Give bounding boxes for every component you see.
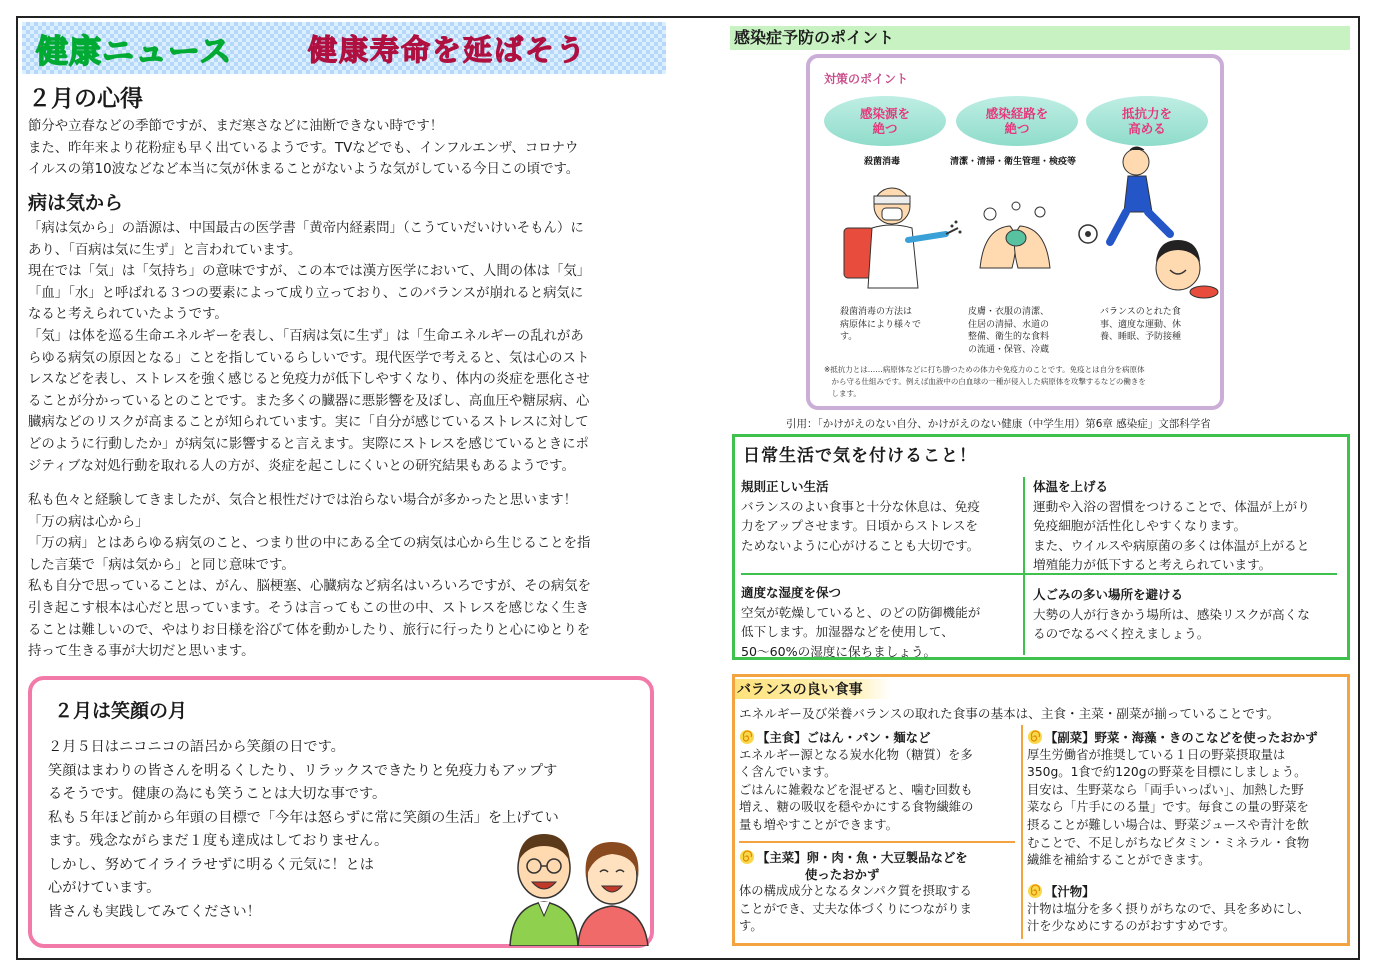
text-line: 力をアップさせます。日頃からストレスを	[741, 518, 979, 533]
smile-heading: ２月は笑顔の月	[50, 694, 193, 725]
food-side-dish	[1027, 729, 1318, 870]
food-item-title: 【副菜】野菜・海藻・きのこなどを使ったおかず	[1045, 730, 1318, 745]
spiral-icon	[739, 849, 755, 865]
text-line: しかし、努めてイライラせずに明るく元気に！とは	[48, 856, 374, 873]
tip-title: 規則正しい生活	[741, 479, 829, 494]
text-line: レスなどを表し、ストレスを強く感じると免疫力が低下しやすくなり、体内の炎症を悪化させ	[28, 372, 590, 388]
food-item-title-line1: 【主菜】卵・肉・魚・大豆製品などを	[757, 850, 968, 865]
illness-paragraph-1	[28, 218, 668, 477]
text-line: す。	[739, 919, 763, 934]
text-line: 増殖能力が低下すると考えられています。	[1033, 557, 1272, 572]
tip-title: 人ごみの多い場所を避ける	[1033, 587, 1184, 602]
food-staple	[739, 729, 973, 835]
tip-avoid-crowds	[1033, 585, 1310, 644]
text-line: あり、「百病は気に生ず」と言われています。	[28, 242, 302, 258]
divider	[739, 841, 1015, 843]
point-resistance-bubble	[1086, 96, 1208, 146]
text-line: 免疫細胞が活性化しやすくなります。	[1033, 518, 1247, 533]
text-line: 私も色々と経験してきましたが、気合と根性だけでは治らない場合が多かったと思います！	[28, 493, 578, 508]
text-line: 汁物は塩分を多く摂りがちなので、具を多めにし、	[1027, 901, 1310, 916]
text-line: 増え、糖の吸収を穏やかにする食物繊維の	[739, 800, 974, 815]
spiral-icon	[739, 729, 755, 745]
text-line: 節分や立春などの季節ですが、まだ寒さなどに油断できない時です！	[28, 119, 444, 134]
point-source-bubble	[824, 96, 946, 146]
text-line: ることが分かっているとのことです。また多くの臓器に悪影響を及ぼし、高血圧や糖尿病、心	[28, 393, 590, 409]
text-line: らゆる病気の原因となる」ことを指しているらしいです。現代医学で考えると、気は心のスト	[28, 350, 590, 366]
text-line: なると考えられていたようです。	[28, 307, 228, 323]
spiral-icon	[1027, 729, 1043, 745]
text-line: 「血」「水」と呼ばれる３つの要素によって成り立っており、このバランスが崩れると病気に	[28, 285, 584, 301]
text-line: 持って生きる事が大切だと思います。	[28, 644, 255, 660]
food-heading: バランスの良い食事	[735, 679, 891, 699]
disinfecting-person-illustration	[834, 178, 964, 298]
daily-life-box	[732, 434, 1350, 660]
divider	[1021, 725, 1023, 939]
february-heading: ２月の心得	[28, 86, 143, 112]
point-description: バランスのとれた食 事、適度な運動、休 養、睡眠、予防接種	[1100, 307, 1182, 342]
text-line: 汁を少なめにするのがおすすめです。	[1027, 919, 1236, 934]
tip-body-temperature	[1033, 477, 1310, 575]
text-line: 臓病などのリスクが高まることが知られています。実に「自分が感じているストレスに対して	[28, 415, 589, 431]
point-description: 皮膚・衣服の清潔、 住居の清掃、水道の 整備、衛生的な食料 の流通・保管、冷蔵	[968, 307, 1050, 355]
text-line: 目安は、生野菜なら「両手いっぱい」、加熱した野	[1027, 782, 1304, 797]
prevention-measures-panel	[806, 54, 1224, 410]
point-label: 殺菌消毒	[864, 157, 901, 167]
february-paragraph	[28, 116, 668, 181]
text-line: むことで、不足しがちなビタミン・ミネラル・食物	[1027, 835, 1310, 850]
citation: 引用：「かけがえのない自分、かけがえのない健康（中学生用）第6章 感染症」文部科学省	[786, 418, 1211, 430]
food-item-title-row	[1027, 729, 1318, 747]
text-line: した言葉で「病は気から」と同じ意味です。	[28, 557, 295, 573]
food-intro: エネルギー及び栄養バランスの取れた食事の基本は、主食・主菜・副菜が揃っていることです。	[739, 706, 1280, 721]
divider	[1023, 477, 1025, 655]
text-line: 大勢の人が行きかう場所は、感染リスクが高くな	[1033, 606, 1310, 622]
spiral-icon	[1027, 883, 1043, 899]
text-line: また、ウイルスや病原菌の多くは体温が上がると	[1033, 537, 1310, 553]
text-line: 引き起こす根本は心だと思っています。そうは言ってもこの世の中、ストレスを感じなく生き	[28, 600, 589, 616]
text-line: また、昨年来より花粉症も早く出ているようです。TVなどでも、インフルエンザ、コロナウ	[28, 140, 579, 156]
text-line: 50〜60%の湿度に保ちましょう。	[741, 643, 937, 659]
smile-paragraph	[48, 736, 559, 924]
food-item-title-row	[739, 729, 973, 747]
text-line: 心がけています。	[48, 880, 161, 896]
food-item-title: 【汁物】	[1045, 884, 1095, 899]
text-line: 低下します。加湿器などを使用して、	[741, 624, 954, 639]
text-line: バランスのよい食事と十分な休息は、免疫	[741, 498, 980, 514]
food-soup	[1027, 883, 1310, 936]
panel-title: 対策のポイント	[824, 72, 909, 86]
text-line: 菜なら「片手にのる量」です。毎食この量の野菜を	[1027, 800, 1309, 815]
food-item-title: 【主食】ごはん・パン・麺など	[757, 730, 931, 745]
text-line: 量も増やすことができます。	[739, 817, 898, 832]
text-line: 現在では「気」は「気持ち」の意味ですが、この本では漢方医学において、人間の体は「気」	[28, 264, 591, 280]
news-banner	[22, 22, 666, 74]
text-line: ２月５日はニコニコの語呂から笑顔の日です。	[48, 739, 345, 755]
tip-title: 適度な湿度を保つ	[741, 585, 842, 600]
point-title: 感染経路を 絶つ	[985, 106, 1049, 136]
text-line: 「病は気から」の語源は、中国最古の医学書「黄帝内経素問」（こうていだいけいそもん）に	[28, 221, 584, 236]
text-line: 「万の病は心から」	[28, 514, 149, 530]
text-line: 「万の病」とはあらゆる病気のこと、つまり世の中にある全ての病気は心から生じることを指	[28, 536, 591, 552]
text-line: ことができ、丈夫な体づくりにつながりま	[739, 901, 972, 916]
text-line: ジティブな対処行動を取れる人の方が、炎症を起こしにくいとの研究結果もあるようです。	[28, 458, 575, 474]
banner-subtitle: 健康寿命を延ばそう	[308, 33, 588, 67]
text-line: 体の構成成分となるタンパク質を摂取する	[739, 884, 972, 898]
text-line: 私も自分で思っていることは、がん、脳梗塞、心臓病など病名はいろいろですが、その病気を	[28, 579, 592, 595]
resistance-note: ※抵抗力とは……病原体などに打ち勝つための体力や免疫力のことです。免疫とは自分を病原体 から守る仕組みです。例えば血液中の白血球の一種が侵入した病原体を攻撃するなどの働きを します。	[824, 365, 1146, 398]
text-line: 皆さんも実践してみてください！	[48, 903, 261, 920]
text-line: イルスの第10波などなど本当に気が休まることがないような気がしている今日この頃です。	[28, 162, 580, 178]
food-item-title-row	[1027, 883, 1310, 901]
point-title: 感染源を 絶つ	[859, 106, 910, 136]
point-description: 殺菌消毒の方法は 病原体により様々で す。	[840, 307, 922, 342]
tip-title: 体温を上げる	[1033, 479, 1109, 494]
illness-heading: 病は気から	[24, 186, 129, 217]
banner-title: 健康ニュース	[36, 32, 233, 70]
text-line: ることは難しいので、やはりお日様を浴びて体を動かしたり、旅行に行ったりと心にゆとりを	[28, 622, 591, 638]
smile-month-box	[28, 676, 654, 948]
text-line: 私も５年ほど前から年頭の目標で「今年は怒らずに常に笑顔の生活」を上げてい	[48, 809, 559, 826]
text-line: 繊維を補給することができます。	[1027, 853, 1211, 868]
text-line: 笑顔はまわりの皆さんを明るくしたり、リラックスできたりと免疫力もアップす	[48, 762, 558, 779]
tip-regular-life	[741, 477, 980, 555]
daily-heading: 日常生活で気を付けること！	[743, 446, 977, 466]
exercise-and-eating-illustration	[1074, 142, 1222, 302]
hand-washing-illustration	[970, 198, 1060, 278]
text-line: 空気が乾燥していると、のどの防御機能が	[741, 604, 981, 620]
text-line: 厚生労働省が推奨している１日の野菜摂取量は	[1027, 747, 1286, 762]
point-label: 清潔・清掃・衛生管理・検疫等	[950, 157, 1077, 167]
text-line: るのでなるべく控えましょう。	[1033, 626, 1210, 641]
food-item-title-line2: 使ったおかず	[805, 867, 880, 882]
text-line: エネルギー源となる炭水化物（糖質）を多	[739, 747, 973, 762]
text-line: 運動や入浴の習慣をつけることで、体温が上がり	[1033, 498, 1310, 514]
text-line: るそうです。健康の為にも笑うことは大切な事です。	[48, 786, 387, 802]
text-line: ます。残念ながらまだ１度も達成はしておりません。	[48, 833, 389, 849]
infection-heading: 感染症予防のポイント	[730, 26, 1350, 50]
food-item-title-row	[739, 849, 972, 883]
tip-humidity	[741, 583, 980, 661]
balanced-diet-box	[732, 674, 1350, 946]
point-route-bubble	[956, 96, 1078, 146]
text-line: どのように行動したか」が病気に影響すると言えます。実際にストレスを感じているときにポ	[28, 436, 589, 452]
illness-paragraph-2	[28, 490, 668, 663]
food-main-dish	[739, 849, 972, 936]
text-line: ごはんに雑穀などを混ぜると、噛む回数も	[739, 782, 973, 797]
text-line: 350g。1食で約120gの野菜を目標にしましょう。	[1027, 765, 1307, 780]
food-item-title	[757, 849, 968, 883]
text-line: 摂ることが難しい場合は、野菜ジュースや青汁を飲	[1027, 817, 1309, 832]
text-line: く含んでいます。	[739, 765, 837, 780]
point-title: 抵抗力を 高める	[1121, 106, 1172, 136]
smiling-couple-illustration	[502, 806, 652, 946]
text-line: ためないように心がけることも大切です。	[741, 537, 980, 553]
text-line: 「気」は体を巡る生命エネルギーを表し、「百病は気に生ず」は「生命エネルギーの乱れがあ	[28, 328, 584, 344]
